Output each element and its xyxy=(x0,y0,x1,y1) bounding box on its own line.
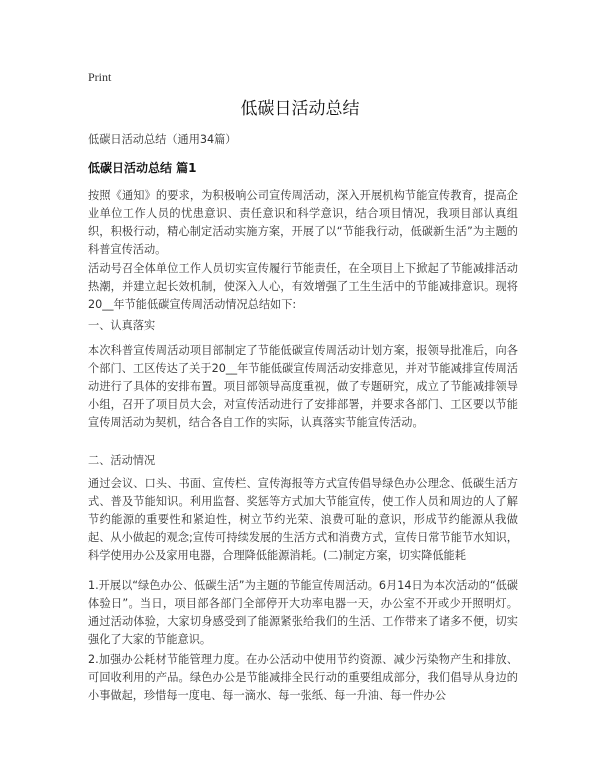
document-subtitle: 低碳日活动总结（通用34篇） xyxy=(88,133,237,146)
page-title: 低碳日活动总结 xyxy=(240,99,360,119)
paragraph-1: 按照《通知》的要求，为积极响公司宣传周活动，深入开展机构节能宣传教育，提高企业单位工作人员的忧患意识、责任意识和科学意识，结合项目情况，我项目部认真组织，积极行动，精心制定活动实施方案，开展了以“节能我行动，低碳新生活”为主题的科普宣传活动。 xyxy=(88,189,518,256)
print-link[interactable]: Print xyxy=(88,70,112,84)
section-title: 低碳日活动总结 篇1 xyxy=(88,161,197,175)
heading-implementation: 一、认真落实 xyxy=(88,319,156,332)
heading-activities: 二、活动情况 xyxy=(88,454,156,467)
paragraph-5: 1.开展以“绿色办公、低碳生活”为主题的节能宣传周活动。6月14日为本次活动的“低碳体验日”。当日，项目部各部门全部停开大功率电器一天，办公室不开或少开照明灯。通过活动体验，大家切身感受到了能源紧张给我们的生活、工作带来了诸多不便，切实强化了大家的节能意识。 xyxy=(88,579,518,646)
paragraph-2: 活动号召全体单位工作人员切实宣传履行节能责任，在全项目上下掀起了节能减排活动热潮，并建立起长效机制，使深入人心，有效增强了工生生活中的节能减排意识。现将20__年节能低碳宣传周活动情况总结如下: xyxy=(88,262,518,311)
paragraph-3: 本次科普宣传周活动项目部制定了节能低碳宣传周活动计划方案，报领导批准后，向各个部门、工区传达了关于20__年节能低碳宣传周活动安排意见，并对节能减排宣传周活动进行了具体的安排布置。项目部领导高度重视，做了专题研究，成立了节能减排领导小组，召开了项目员大会，对宣传活动进行了安排部署，并要求各部门、工区要以节能宣传周活动为契机，结合各自工作的实际，认真落实节能宣传活动。 xyxy=(88,344,518,429)
paragraph-6: 2.加强办公耗材节能管理力度。在办公活动中使用节约资源、减少污染物产生和排放、可回收利用的产品。绿色办公是节能减排全民行动的重要组成部分，我们倡导从身边的小事做起，珍惜每一度电、每一滴水、每一张纸、每一升油、每一件办公 xyxy=(88,653,518,702)
paragraph-4: 通过会议、口头、书面、宣传栏、宣传海报等方式宣传倡导绿色办公理念、低碳生活方式、普及节能知识。利用监督、奖惩等方式加大节能宣传，使工作人员和周边的人了解节约能源的重要性和紧迫性，树立节约光荣、浪费可耻的意识，形成节约能源从我做起、从小做起的观念;宣传可持续发展的生活方式和消费方式，宣传日常节能节水知识，科学使用办公及家用电器，合理降低能源消耗。(二)制定方案，切实降低能耗 xyxy=(88,477,518,562)
